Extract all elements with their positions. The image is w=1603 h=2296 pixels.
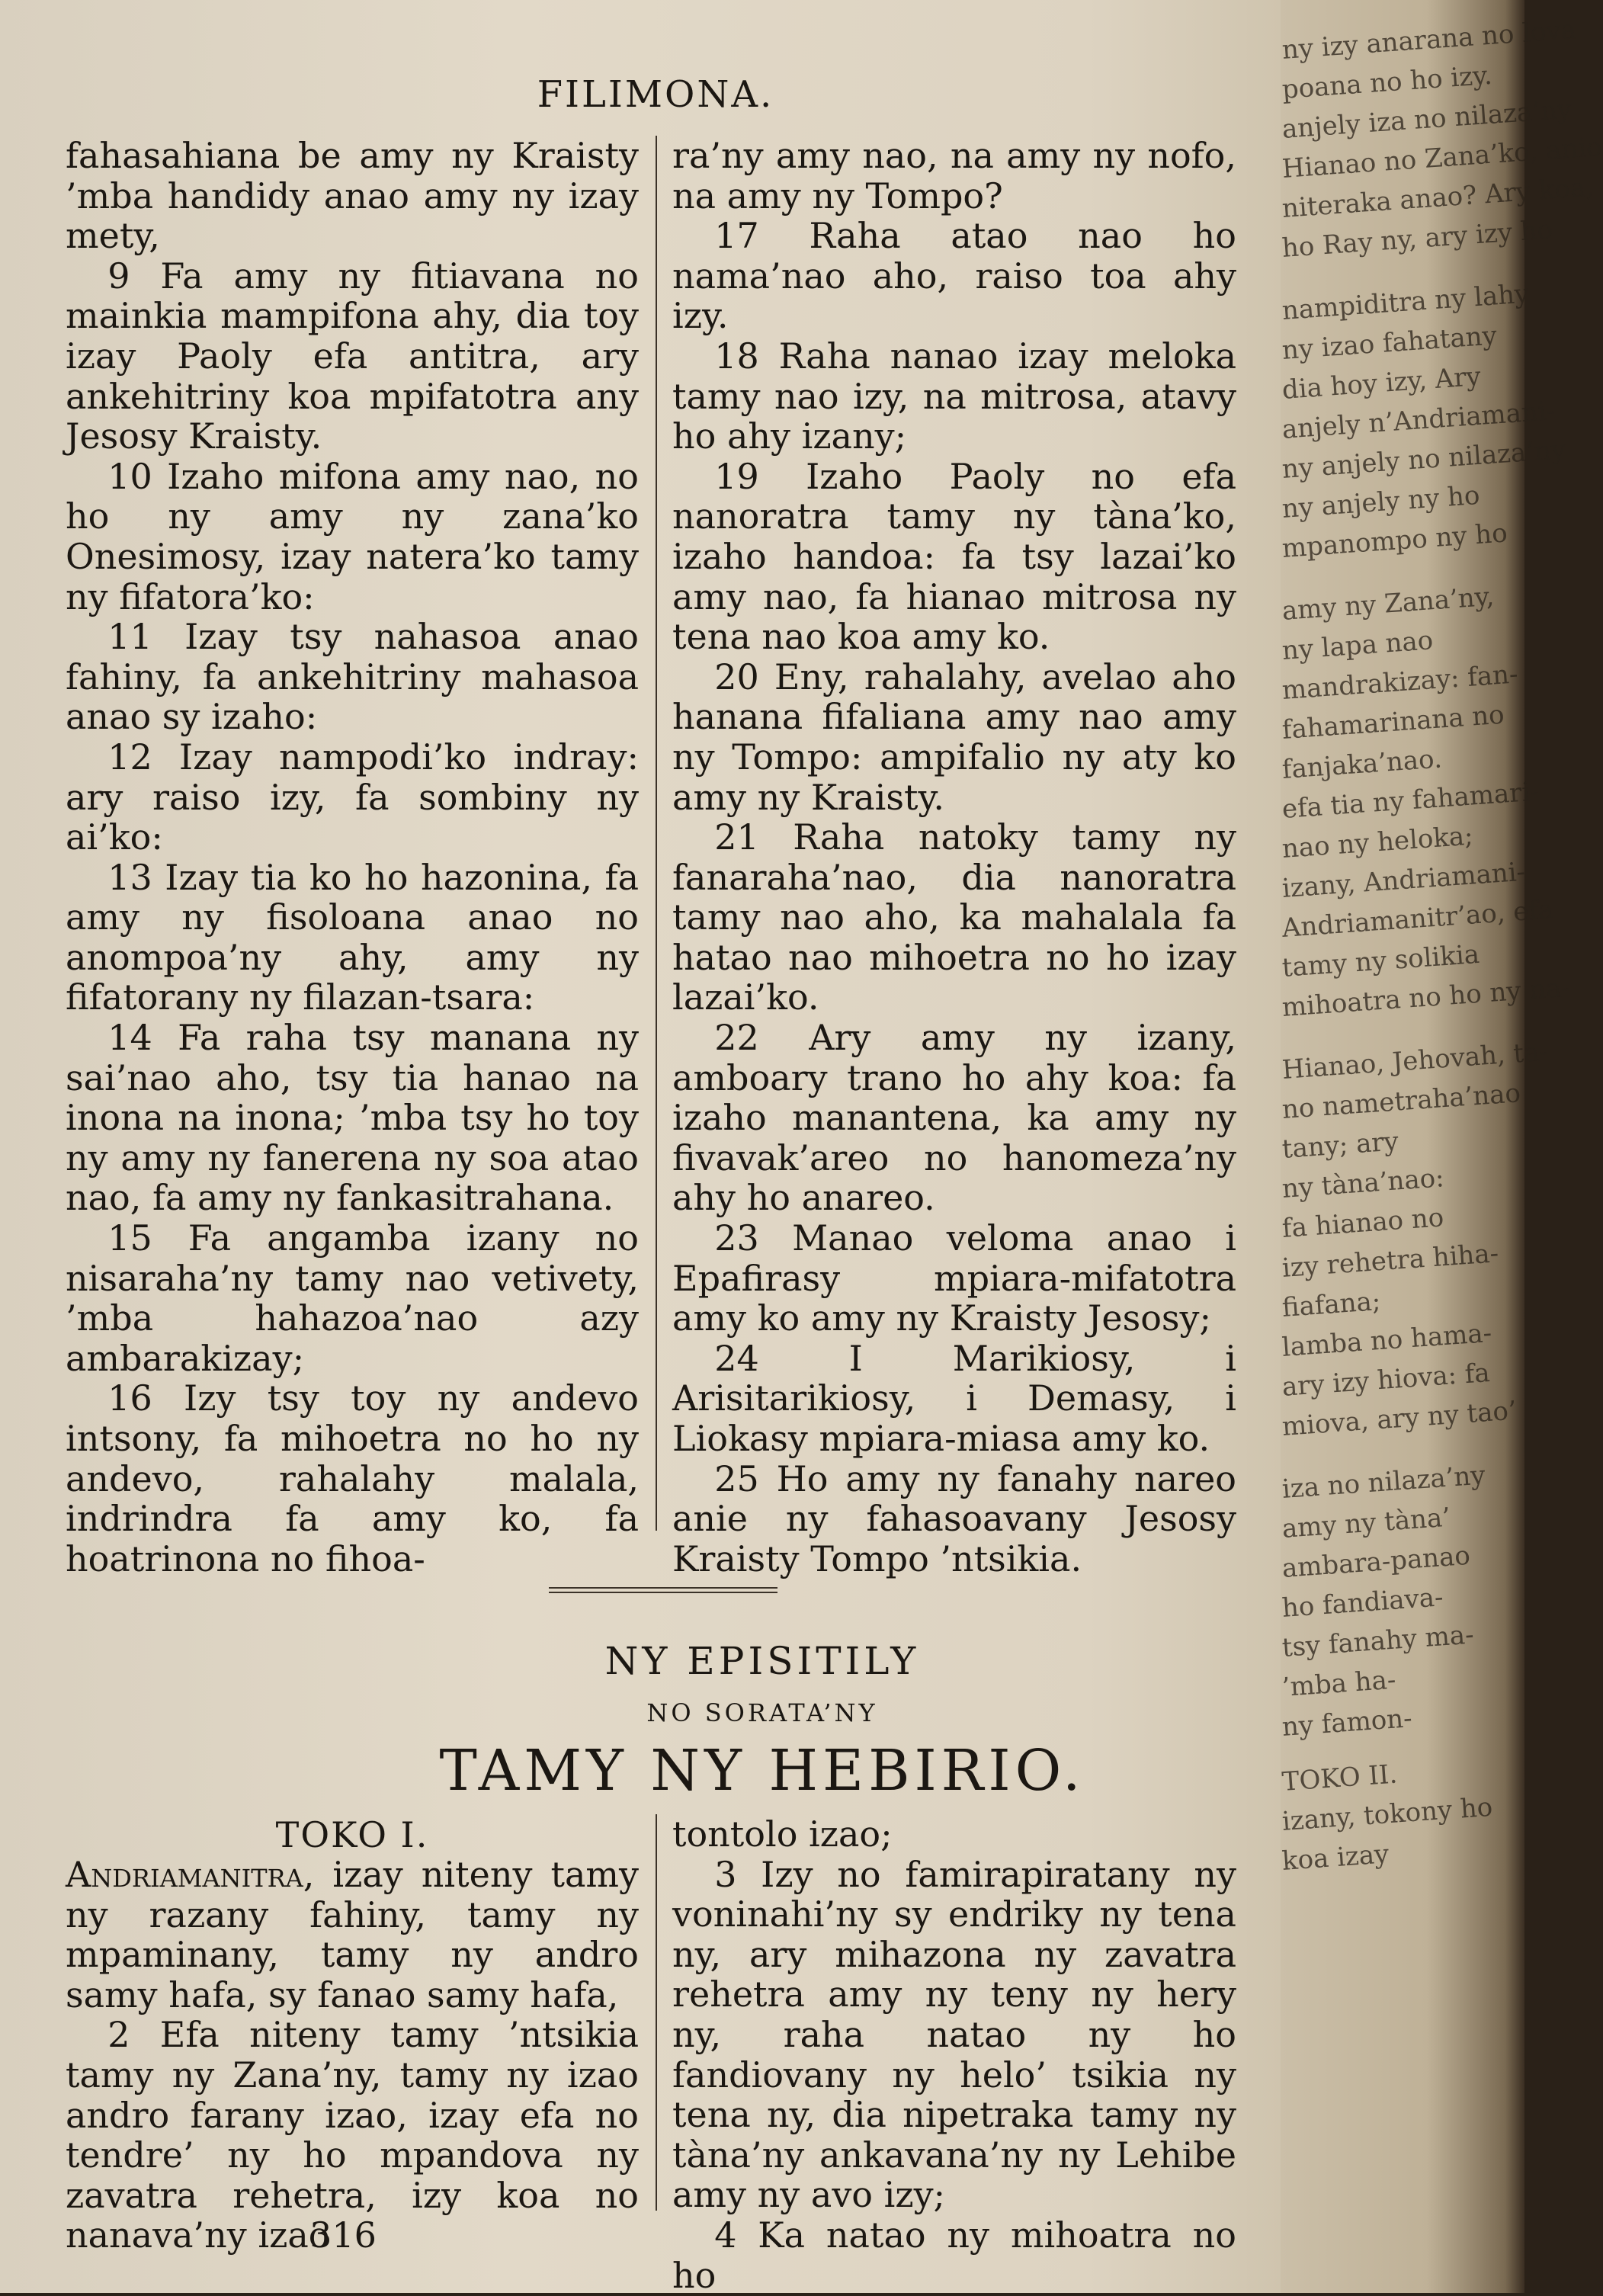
verse-paragraph: 2 Efa niteny tamy ’ntsikia tamy ny Zana’ny, tamy ny izao andro farany izao, izay efa no tendre’ ny ho mpandova ny zavatra rehetra, izy koa no nanava’ny izao: [66, 2014, 639, 2256]
facing-line: nao ny heloka;: [1281, 820, 1474, 864]
epistle-subheading: NO SORATA’NY: [646, 1698, 878, 1727]
verse-paragraph: tontolo izao;: [672, 1813, 893, 1855]
verse-paragraph: 10 Izaho mifona amy nao, no ho ny amy ny zana’ko Onesimosy, izay natera’ko tamy ny fifatora’ko:: [66, 455, 639, 617]
facing-line: amy ny Zana’ny,: [1281, 581, 1496, 627]
facing-line: dia hoy izy, Ary: [1281, 361, 1482, 406]
verse-paragraph: 22 Ary amy ny izany, amboary trano ho ahy koa: fa izaho manantena, ka amy ny fivavak’areo no hanomeza’ny ahy ho anareo.: [672, 1017, 1236, 1219]
facing-line: TOKO II.: [1281, 1759, 1399, 1797]
facing-line: tany; ary: [1281, 1126, 1400, 1165]
facing-line: ho Ray ny, ary izy ho: [1281, 214, 1554, 264]
drop-word: Andriamanitra: [66, 1854, 303, 1895]
facing-line: anjely n’Andriamani-: [1281, 396, 1557, 445]
bottom-left-column: [66, 1855, 639, 2256]
facing-line: mandrakizay: fan-: [1281, 659, 1519, 706]
running-head: FILIMONA.: [537, 73, 774, 116]
facing-line: mihoatra no ho ny na-: [1281, 972, 1572, 1023]
verse-paragraph: 13 Izay tia ko ho hazonina, fa amy ny fisoloana anao no anompoa’ny ahy, amy ny fifatorany ny filazan-tsara:: [66, 856, 639, 1018]
facing-line: efa tia ny fahamari-: [1281, 776, 1540, 825]
facing-line: fa hianao no: [1281, 1202, 1445, 1244]
facing-line: fiafana;: [1281, 1286, 1382, 1323]
verse-paragraph: [66, 1855, 639, 2015]
verse-paragraph: 24 I Marikiosy, i Arisitarikiosy, i Demasy, i Liokasy mpiara-miasa amy ko.: [672, 1337, 1236, 1459]
facing-line: iza no nilaza’ny: [1281, 1460, 1486, 1505]
facing-line: Hianao no Zana’ko, anio: [1281, 131, 1603, 184]
verse-paragraph: 15 Fa angamba izany no nisaraha’ny tamy nao vetivety, ’mba hahazoa’nao azy ambarakizay;: [66, 1217, 639, 1379]
top-right-column: [672, 136, 1236, 1579]
section-rule: [549, 1587, 777, 1593]
facing-line: amy ny tàna’: [1281, 1502, 1452, 1544]
facing-line: ny lapa nao: [1281, 625, 1435, 666]
verse-paragraph: 9 Fa amy ny fitiavana no mainkia mampifona ahy, dia toy izay Paoly efa antitra, ary ankehitriny koa mpifatotra any Jesosy Kraisty.: [66, 255, 639, 457]
facing-line: ny izy anarana no lova: [1281, 14, 1578, 66]
facing-line: izany, tokony ho: [1281, 1791, 1494, 1837]
facing-line: tamy ny solikia: [1281, 938, 1481, 983]
facing-line: Hianao, Jehovah, ta-: [1281, 1036, 1550, 1085]
facing-line: fahamarinana no: [1281, 699, 1505, 746]
verse-paragraph: 21 Raha natoky tamy ny fanaraha’nao, dia nanoratra tamy nao aho, ka mahalala fa hatao nao mihoetra no ho izay lazai’ko.: [672, 816, 1236, 1018]
epistle-title: TAMY NY HEBIRIO.: [439, 1738, 1085, 1804]
verse-paragraph: 17 Raha atao nao ho nama’nao aho, raiso toa ahy izy.: [672, 215, 1236, 337]
facing-line: ny anjely ny ho: [1281, 479, 1481, 524]
facing-line: ny izao fahatany: [1281, 320, 1499, 366]
column-divider: [656, 136, 657, 1531]
facing-line: niteraka anao? Ary koa,: [1281, 172, 1595, 224]
facing-line: fanjaka’nao.: [1281, 743, 1443, 785]
verse-paragraph: 18 Raha nanao izay meloka tamy nao izy, na mitrosa, atavy ho ahy izany;: [672, 335, 1236, 457]
facing-line: ho fandiava-: [1281, 1582, 1444, 1624]
facing-line: miova, ary ny tao’: [1281, 1395, 1518, 1442]
verse-paragraph: fahasahiana be amy ny Kraisty ’mba handidy anao amy ny izay mety,: [66, 135, 639, 257]
facing-line: ambara-panao: [1281, 1540, 1472, 1584]
facing-line: tsy fanahy ma-: [1281, 1619, 1475, 1663]
verse-text: , izay niteny tamy ny razany fahiny, tamy ny mpaminany, tamy ny andro samy hafa, sy fanao samy hafa,: [66, 1854, 639, 2015]
facing-line: ny anjely no nilaza’ny: [1281, 435, 1567, 485]
chapter-heading: TOKO I.: [275, 1814, 429, 1855]
facing-line: ny tàna’nao:: [1281, 1162, 1445, 1204]
bottom-right-column: [672, 1814, 1236, 2295]
facing-line: izy rehetra hiha-: [1281, 1238, 1500, 1284]
facing-page-text: [1281, 0, 1603, 2293]
facing-line: ary izy hiova: fa: [1281, 1357, 1491, 1403]
facing-line: izany, Andriamani-: [1281, 856, 1527, 904]
verse-paragraph: 19 Izaho Paoly no efa nanoratra tamy ny tàna’ko, izaho handoa: fa tsy lazai’ko amy nao, fa hianao mitrosa ny tena nao koa amy ko.: [672, 455, 1236, 658]
facing-line: koa izay: [1281, 1839, 1390, 1877]
facing-line: ny famon-: [1281, 1703, 1413, 1743]
verse-paragraph: 16 Izy tsy toy ny andevo intsony, fa mihoetra no ho ny andevo, rahalahy malala, indrindra fa amy ko, fa hoatrinona no fihoa-: [66, 1377, 639, 1579]
verse-paragraph: 3 Izy no famirapiratany ny voninahi’ny sy endriky ny tena ny, ary mihazona ny zavatra rehetra amy ny teny ny hery ny, raha natao ny ho fandiovany ny helo’ tsikia ny tena ny, dia nipetraka tamy ny tàna’ny ankavana’ny ny Lehibe amy ny avo izy;: [672, 1853, 1236, 2216]
verse-paragraph: ra’ny amy nao, na amy ny nofo, na amy ny Tompo?: [672, 135, 1236, 216]
facing-line: poana no ho izy.: [1281, 59, 1493, 105]
verse-paragraph: 14 Fa raha tsy manana ny sai’nao aho, tsy tia hanao na inona na inona; ’mba tsy ho toy ny amy ny fanerena ny soa atao nao, fa amy ny fankasitrahana.: [66, 1017, 639, 1219]
facing-line: nampiditra ny lahy: [1281, 278, 1531, 326]
facing-line: anjely iza no nilaza’ny: [1281, 94, 1573, 145]
facing-line: ’mba ha-: [1281, 1664, 1397, 1703]
verse-paragraph: 4 Ka natao ny mihoatra no ho: [672, 2214, 1236, 2296]
column-divider: [656, 1814, 657, 2211]
page-number: 316: [309, 2214, 377, 2256]
facing-line: no nametraha’nao: [1281, 1078, 1522, 1125]
verse-paragraph: 25 Ho amy ny fanahy nareo anie ny fahasoavany Jesosy Kraisty Tompo ’ntsikia.: [672, 1457, 1236, 1579]
verse-paragraph: 11 Izay tsy nahasoa anao fahiny, fa ankehitriny mahasoa anao sy izaho:: [66, 616, 639, 738]
verse-paragraph: 12 Izay nampodi’ko indray: ary raiso izy, fa sombiny ny ai’ko:: [66, 736, 639, 858]
epistle-heading: NY EPISITILY: [604, 1639, 920, 1683]
verse-paragraph: 23 Manao veloma anao i Epafirasy mpiara-mifatotra amy ko amy ny Kraisty Jesosy;: [672, 1217, 1236, 1339]
facing-line: Andriamanitr’ao, efa: [1281, 894, 1555, 944]
verse-paragraph: 20 Eny, rahalahy, avelao aho hanana fifaliana amy nao amy ny Tompo: ampifalio ny aty ko amy ny Kraisty.: [672, 656, 1236, 818]
facing-line: mpanompo ny ho: [1281, 518, 1508, 564]
facing-line: lamba no hama-: [1281, 1317, 1493, 1363]
top-left-column: [66, 136, 639, 1579]
